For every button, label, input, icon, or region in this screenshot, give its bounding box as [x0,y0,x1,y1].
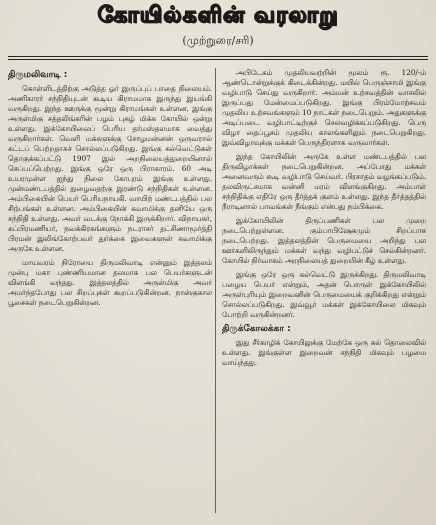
paragraph: இங்கு ஒரே ஒரு கல்வெட்டு இருக்கிறது. திருமலிவாடி பழைய பெயர் என்றும், அதன் பொருள் இக்கோயிலில் அருள்புரியும் இறைவனின் பெருமையைக் குறிக்கிறது என்றும் சொல்லப்படுகிறது. இவ்வூர் மக்கள் இக்கோயிலை மிகவும் போற்றி வருகின்றனர். [222,270,426,319]
paragraph: கொள்ளிடத்திற்கு அடுத்த ஓர் இருப்புப் பாதை நிலையம். அணிகாரர் சந்நிதியுடன் கூடிய கிராமமாக இருந்து இயங்கி வருகிறது. இந்த ஊருக்கு மூன்று கிராமங்கள் உள்ளன. இங்கு அருள்மிகு சத்தலிங்கரின் பழம் புகழ் மிக்க கோயில் ஒன்று உள்ளது. இக்கோயிலைப் பெரிய தர்மஸ்தலமாக வைத்து வருகிறார்கள். வெளி மக்களுக்கு சோழமன்னன் ஒருவரால் கட்டப் பெற்றதாகச் சொல்லப்படுகிறது. இங்கு கல்வெட்டுகள் தொகுக்கப்பட்டு 1907 இல் அறநிலையத்துறையினால் செப்பப்பெற்றது. இங்கு ஒரே ஒரு பிராகாரம். 60 அடி உயரமுள்ள ஐந்து நிலை கோபுரம் இங்கு உள்ளது. முன்மண்டபத்தில் நுழைவதற்கு இரண்டு சந்நிதிகள் உள்ளன. அம்பிகையின் பெயர் பெரியநாயகி. வாயிற் மண்டபத்தில் பல சிற்பங்கள் உள்ளன. அம்பிகையின் சுவாமிக்கு தனியே ஒரு சந்நிதி உள்ளது. அவர் வடக்கு நோக்கி இருக்கிறார். விநாயகர், சுப்பிரமணியர், நவக்கிரகங்களும் நடராசர் தட்சிணாமூர்த்தி பிரமன் இலிங்கோற்பவர் துர்க்கை இவைகளுள் சுவாமிக்கு அருகே உள்ளன. [8,84,212,253]
right-column [222,68,426,513]
page-title: கோயில்களின் வரலாறு [97,3,339,28]
top-rule [8,56,428,57]
title-wrap [0,2,436,30]
section-heading-thirumalivadi: திருமலிவாடி : [8,70,68,80]
page-subtitle: (முற்றுரை/சரி) [182,34,254,47]
paragraph: அபிடேகம் முதலியவற்றின் மூலம் ரூ. 120/-ம் ஆண்டொன்றுக்குக் கிடைக்கின்றது. மயில் பெருஞ்சாமி இங்கு வழிபாடு செய்து வருகிறார். அம்மன் உற்சவத்தின் வாசலில் இருப்பது மேன்மைப்படுகிறது. இங்கு பிரம்மோற்சவம் முதலிய உற்சவங்களும் 10 நாட்கள் நடைபெறும். அதுகளுக்கு அடிப்படை வழிபாட்டிற்குச் செலவழிக்கப்படுகிறது. பெரு விழா தைப்பூசம் முதலிய காலங்களிலும் நடைபெறுகிறது. இவ்விழாவுக்கு மக்கள் பெருந்திரளாக வருவார்கள். [222,68,426,147]
section-heading-thirukolakka: திருக்கோலக்கா : [222,324,291,334]
paragraph: மாயவரம் நிரோயை திருமலிவாடி என்னும் இத்தலம் முன்பு மகா புண்ணியமான தலமாக பல பெயர்களுடன் விளங்கி வந்தது. இத்தலத்தில் அருள்மிகு அவர் அமர்ந்தபோது பல சிறப்புகள் கூறப்படுகின்றன. நான்குகால பூசைகள் நடைபெறுகின்றன. [8,258,212,307]
left-column [8,68,212,513]
paragraph: இக்கோயிலின் திருப்பணிகள் பல முறை நடைபெற்றுள்ளன. கும்பாபிஷேகமும் சிறப்பாக நடைபெற்றது. இத்தலத்தின் பெருமையை அறிந்து பல ஊர்களிலிருந்தும் மக்கள் வந்து வழிபட்டுச் செல்கின்றனர். கோயில் நிர்வாகம் அறநிலையத் துறையின் கீழ் உள்ளது. [222,216,426,265]
column-divider [215,68,216,513]
paragraph: இந்த கோயிலின் அருகே உள்ள மண்டபத்தில் பல திருவிழாக்கள் நடைபெறுகின்றன. அப்போது மக்கள் அனைவரும் கூடி வழிபாடு செய்வர். பிரசாதம் வழங்கப்படும். தலவிருட்சமாக வன்னி மரம் விளங்குகிறது. அம்பாள் சந்நிதிக்கு எதிரே ஒரு தீர்த்தக் குளம் உள்ளது. இந்த தீர்த்தத்தில் நீராடினால் பாவங்கள் நீங்கும் என்பது நம்பிக்கை. [222,152,426,211]
paragraph: இது சீர்காழிக் கோயிலுக்கு மேற்கே ஒரு கல் தொலைவில் உள்ளது. இங்குள்ள இறைவன் சந்நிதி மிகவும் பழமை வாய்ந்தது. [222,338,426,367]
top-rule-double [8,59,428,60]
